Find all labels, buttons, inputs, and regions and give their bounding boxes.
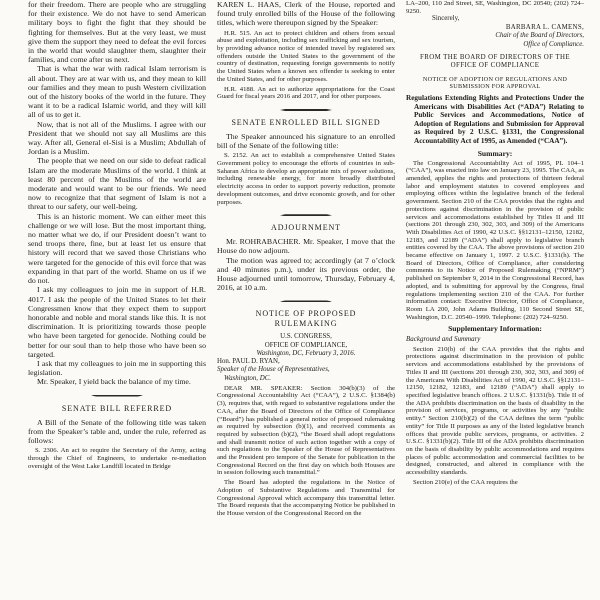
speech-paragraph: for their freedom. There are people who are struggling for their existence. We do not have to send American military boys to fight the fight that they should be fighting for themselves. But at the very least, we must give them the support they need to defeat the evil forces in the world that would slaughter them, slaughter their families, and come after us next. [28,0,206,65]
column-left [28,0,206,600]
speech-paragraph: I ask that my colleagues to join me in supporting this legislation. [28,358,206,378]
speech-paragraph: This is an historic moment. We can either meet this challenge or we will lose. But the most important thing, no matter what we do, if our President doesn’t want to send troops there, fine, but at least let us ensure that history will record that we saved those Christians who were targeted for the genocide of this evil force that was expanding in that part of the world. Shame on us if we do not. [28,211,206,286]
bill-text-s2306: S. 2306. An act to require the Secretary of the Army, acting through the Chief of Engineers, to undertake re-mediation oversight of the West Lake Landfill located in Bridge [28,447,206,470]
section-separator-ornament [280,109,332,111]
column-middle [217,0,395,600]
supplementary-information-heading: Supplementary Information: [448,324,542,334]
letter-body-paragraph: DEAR MR. SPEAKER: Section 304(b)(3) of the Congressional Accountability Act (“CAA”), 2 U.S.C. §1384(b)(3), requires that, with regard to substantive regulations under the CAA, after the Board of Directors of the Office of Compliance (“Board”) has published a general notice of proposed rulemaking as required by subsection (b)(1), and received comments as required by subsection (b)(2), “the Board shall adopt regulations and shall transmit notice of such action together with a copy of such regulations to the Speaker of the House of Representatives and the President pro tempore of the Senate for publication in the Congressional Record on the first day on which both Houses are in session following such transmittal.” [217,384,395,477]
column-right [406,0,584,600]
section-separator-ornament [91,395,143,397]
bill-text-hr515: H.R. 515. An act to protect children and others from sexual abuse and exploitation, including sex trafficking and sex tourism, by providing advance notice of intended travel by registered sex offenders outside the United States to the government of the country of destination, requesting foreign governments to notify the United States when a known sex offender is seeking to enter the United States, and for other purposes. [217,29,395,83]
section-heading-notice-of-proposed-rulemaking: NOTICE OF PROPOSED RULEMAKING [255,309,357,329]
section-separator-ornament [280,214,332,216]
speech-paragraph: Mr. Speaker, I yield back the balance of my time. [37,377,191,387]
section-separator-ornament [280,300,332,302]
letterhead-org-line: OFFICE OF COMPLIANCE, [264,341,348,349]
letterhead-dateline: Washington, DC, February 3, 2016. [256,349,356,357]
section-heading-senate-enrolled-bill-signed: SENATE ENROLLED BILL SIGNED [231,117,381,127]
supplementary-paragraph: Section 210(b) of the CAA provides that the rights and protections against discrimination in the provision of public services and accommodations established by the provisions of Titles II and III (sections 201 through 230, 302, 303, and 309) of the Americans With Disabilities Act of 1990, 42 U.S.C. §§12131–12150, 12182, 12183, and 12189 (“ADA”) shall apply to specified legislative branch offices. 2 U.S.C. §1331(b). Title II of the ADA prohibits discrimination on the basis of disability in the provision of services, programs, or activities by any “public entity.” Section 210(b)(2) of the CAA defines the term “public entity” for Title II purposes as any of the listed legislative branch offices that provide public services, programs, or activities. 2 U.S.C. §1331(b)(2). Title III of the ADA prohibits discrimination on the basis of disability by public accommodations and requires places of public accommodation and commercial facilities to be designed, constructed, and altered in compliance with the accessibility standards. [406,345,584,477]
signature-name: BARBARA L. CAMENS, [505,23,584,31]
body-paragraph: The motion was agreed to; accordingly (at 7 o’clock and 40 minutes p.m.), under its previous order, the House adjourned until tomorrow, Thursday, February 4, 2016, at 10 a.m. [217,255,395,293]
summary-heading: Summary: [477,148,513,158]
bill-text-hr4188: H.R. 4188. An act to authorize appropriations for the Coast Guard for fiscal years 2016 and 2017, and for other purposes. [217,85,395,101]
letter-body-continuation: LA–200, 110 2nd Street, SE, Washington, DC 20540; (202) 724–9250. [406,0,584,15]
letter-body-paragraph: The Board has adopted the regulations in the Notice of Adoption of Substantive Regulations and Transmittal for Congressional Approval which accompany this transmittal letter. The Board requests that the accompanying Notice be published in the House version of the Congressional Record on the [217,479,395,517]
body-paragraph: The Speaker announced his signature to an enrolled bill of the Senate of the following title: [217,131,395,151]
speech-paragraph: Mr. ROHRABACHER. Mr. Speaker, I move that the House do now adjourn. [217,237,395,256]
letter-closing: Sincerely, [432,15,460,23]
speech-paragraph: Now, that is not all of the Muslims. I agree with our President that we should not say all Muslims are this way. After all, General el-Sisi is a Muslim; Abdullah of Jordan is a Muslim. [28,119,206,157]
signature-title: Chair of the Board of Directors, [495,32,584,40]
regulation-title-block: Regulations Extending Rights and Protections Under the Americans with Disabilities Act (“ADA”) Relating to Public Services and Accommodations, Notice of Adoption of Regulations and Submission for Approval as Required by 2 U.S.C. §1331, the Congressional Accountability Act of 1995, as Amended (“CAA”). [406,94,584,145]
speech-paragraph: That is what the war with radical Islam terrorism is all about. They are at war with us, and they mean to kill our families and they mean to push Western civilization out of the history books of the world in the future. They want it to be a radical Islamic world, and they will kill all of us to get it. [28,64,206,120]
section-heading-adjournment: ADJOURNMENT [271,223,341,233]
signature-organization: Office of Compliance. [523,40,584,48]
speech-paragraph: I ask my colleagues to join me in support of H.R. 4017. I ask the people of the United States to let their Congressmen know that they expect them to support honorable and noble and moral stands like this. It is not discrimination. It is prioritizing towards those people who have been targeted for genocide. Nothing could be better for our soul than to help those who have been so targeted. [28,285,206,359]
section-heading-notice-of-adoption: NOTICE OF ADOPTION OF REGULATIONS AND SUBMISSION FOR APPROVAL [422,75,568,91]
section-heading-senate-bill-referred: SENATE BILL REFERRED [61,403,173,413]
supplementary-paragraph: Section 210(e) of the CAA requires the [413,478,518,486]
body-paragraph: KAREN L. HAAS, Clerk of the House, reported and found truly enrolled bills of the House of the following titles, which were thereupon signed by the Speaker: [217,0,395,28]
speech-paragraph: The people that we need on our side to defeat radical Islam are the moderate Muslims of the world. I think at least 80 percent of the Muslims of the world are moderate and would want to be our friends. We need now to recognize that that segment of Islam is not a threat to our safety, our well-being. [28,156,206,212]
column-layout [28,0,584,600]
background-and-summary-heading: Background and Summary [406,335,481,344]
letterhead-org-line: U.S. CONGRESS, [280,333,332,341]
section-heading-from-board-of-directors: FROM THE BOARD OF DIRECTORS OF THE OFFICE OF COMPLIANCE [420,54,570,70]
letter-addressee-title: Speaker of the House of Representatives, [217,366,330,374]
body-paragraph: A Bill of the Senate of the following title was taken from the Speaker’s table and, under the rule, referred as follows: [28,417,206,445]
letter-addressee-name: Hon. PAUL D. RYAN, [217,358,280,366]
summary-paragraph: The Congressional Accountability Act of 1995, PL 104–1 (“CAA”), was enacted into law on January 23, 1995. The CAA, as amended, applies the rights and protections of thirteen federal labor and employment statutes to covered employees and employing offices within the legislative branch of the federal government. Section 210 of the CAA provides that the rights and protections against discrimination in the provision of public services and accommodations established by Titles II and III (sections 201 through 230, 302, 303, and 309) of the Americans With Disabilities Act of 1990, 42 U.S.C. §§12131–12150, 12182, 12183, and 12189 (“ADA”) shall apply to legislative branch entities covered by the CAA. The above provisions of section 210 became effective on January 1, 1997. 2 U.S.C. §1331(h). The Board of Directors, Office of Compliance, after considering comments to its Notice of Proposed Rulemaking (“NPRM”) published on September 9, 2014 in the Congressional Record, has adopted, and is submitting for approval by the Congress, final regulations implementing section 210 of the CAA. For further information contact: Executive Director, Office of Compliance, Room LA 200, John Adams Building, 110 Second Street SE, Washington, D.C. 20540–1999. Telephone: (202) 724–9250. [406,159,584,321]
bill-text-s2152: S. 2152. An act to establish a comprehensive United States Government policy to encourage the efforts of countries in sub-Saharan Africa to develop an appropriate mix of power solutions, including renewable energy, for more broadly distributed electricity access in order to support poverty reduction, promote development outcomes, and drive economic growth, and for other purposes. [217,152,395,206]
letter-addressee-city: Washington, DC. [224,374,272,382]
